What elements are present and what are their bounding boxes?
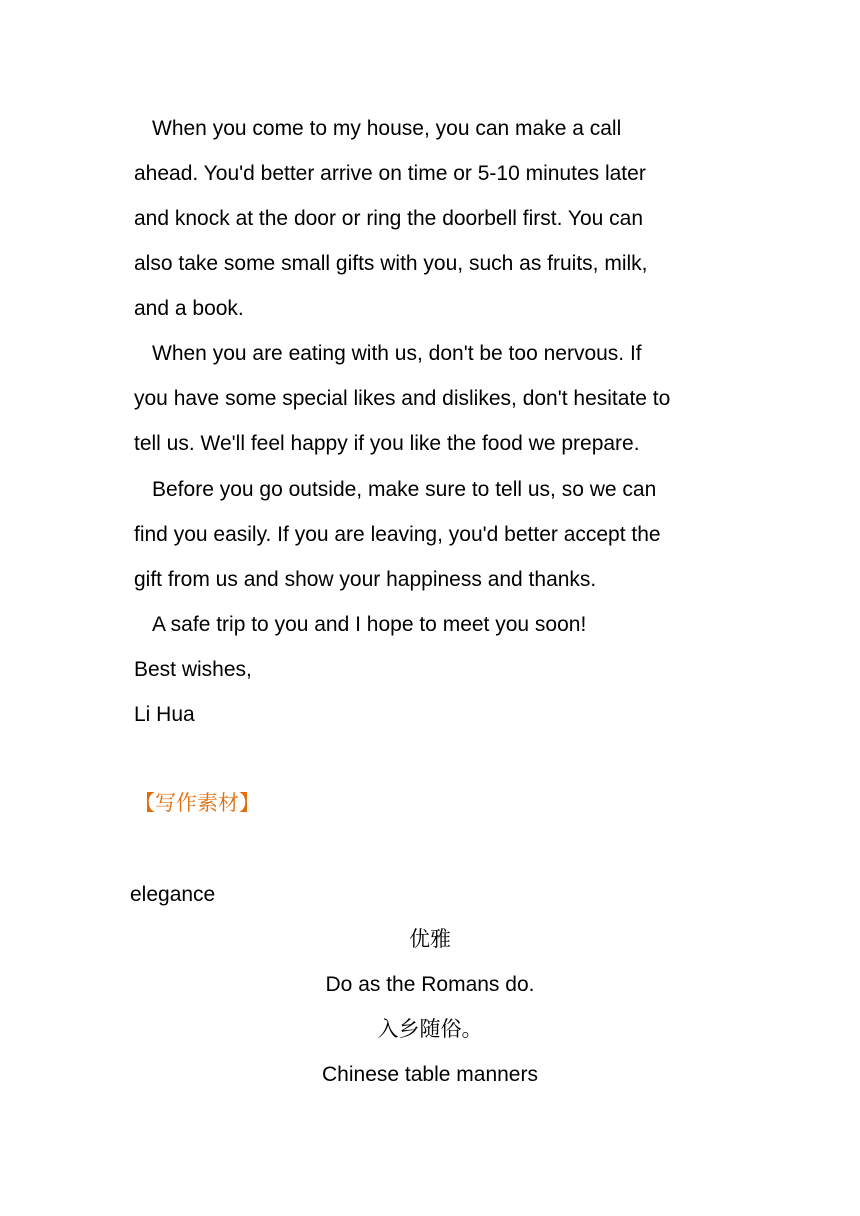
letter-signature: Li Hua bbox=[134, 703, 195, 726]
letter-paragraph-1-line-4: also take some small gifts with you, such as fruits, milk, bbox=[134, 252, 648, 275]
materials-heading: 【写作素材】 bbox=[134, 791, 260, 815]
letter-paragraph-2-line-2: you have some special likes and dislikes, don't hesitate to bbox=[134, 387, 671, 410]
letter-paragraph-3-line-1: Before you go outside, make sure to tell us, so we can bbox=[152, 478, 657, 501]
letter-paragraph-1-line-2: ahead. You'd better arrive on time or 5-10 minutes later bbox=[134, 162, 646, 185]
material-word-translation: 优雅 bbox=[409, 927, 451, 951]
letter-paragraph-3-line-2: find you easily. If you are leaving, you'd better accept the bbox=[134, 523, 661, 546]
letter-paragraph-2-line-3: tell us. We'll feel happy if you like the food we prepare. bbox=[134, 432, 640, 455]
letter-paragraph-1-line-5: and a book. bbox=[134, 297, 244, 320]
material-topic: Chinese table manners bbox=[322, 1063, 538, 1086]
material-phrase-translation: 入乡随俗。 bbox=[377, 1017, 483, 1041]
letter-paragraph-3-line-3: gift from us and show your happiness and thanks. bbox=[134, 568, 597, 591]
material-phrase: Do as the Romans do. bbox=[325, 973, 535, 996]
letter-closing: Best wishes, bbox=[134, 658, 252, 681]
letter-paragraph-2-line-1: When you are eating with us, don't be too nervous. If bbox=[152, 342, 642, 365]
material-word: elegance bbox=[130, 883, 216, 906]
letter-paragraph-4-line-1: A safe trip to you and I hope to meet you soon! bbox=[152, 613, 587, 636]
letter-paragraph-1-line-3: and knock at the door or ring the doorbell first. You can bbox=[134, 207, 643, 230]
letter-paragraph-1-line-1: When you come to my house, you can make a call bbox=[152, 117, 622, 140]
